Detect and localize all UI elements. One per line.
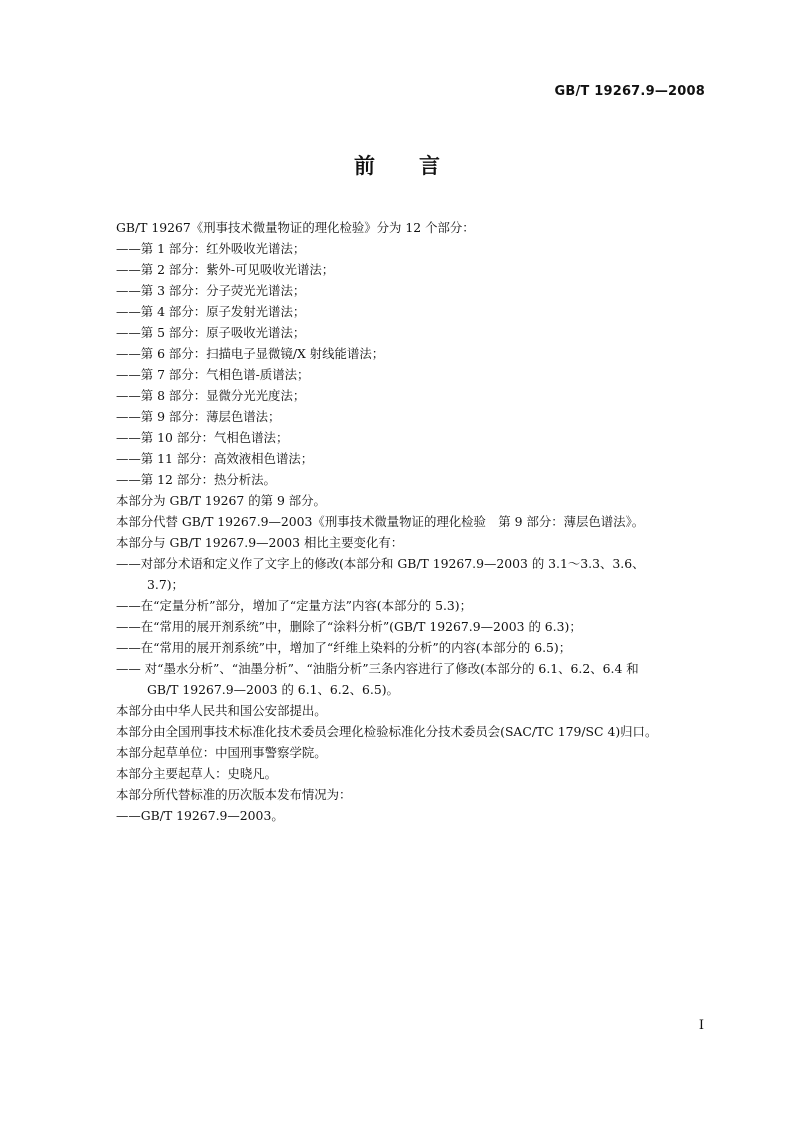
- change-item-1-continued: 3.7)；: [147, 577, 184, 592]
- part-list-item: ——第 10 部分：气相色谱法；: [116, 430, 289, 445]
- history-intro-paragraph: 本部分所代替标准的历次版本发布情况为：: [116, 787, 352, 802]
- proposed-by-paragraph: 本部分由中华人民共和国公安部提出。: [116, 703, 327, 718]
- part-list-item: ——第 7 部分：气相色谱-质谱法；: [116, 367, 310, 382]
- change-item-2: ——在“定量分析”部分，增加了“定量方法”内容(本部分的 5.3)；: [116, 598, 473, 613]
- drafter-paragraph: 本部分主要起草人：史晓凡。: [116, 766, 278, 781]
- part-list-item: ——第 4 部分：原子发射光谱法；: [116, 304, 306, 319]
- change-item-3: ——在“常用的展开剂系统”中，删除了“涂料分析”(GB/T 19267.9—2003 的 6.3)；: [116, 619, 582, 634]
- change-item-4: ——在“常用的展开剂系统”中，增加了“纤维上染料的分析”的内容(本部分的 6.5)；: [116, 640, 572, 655]
- part-list-item: ——第 9 部分：薄层色谱法；: [116, 409, 281, 424]
- document-body: [89, 217, 706, 826]
- change-item-1: ——对部分术语和定义作了文字上的修改(本部分和 GB/T 19267.9—2003 的 3.1～3.3、3.6、: [116, 556, 645, 571]
- part-list-item: ——第 8 部分：显微分光光度法；: [116, 388, 306, 403]
- part-list-item: ——第 6 部分：扫描电子显微镜/X 射线能谱法；: [116, 346, 385, 361]
- part-list-item: ——第 12 部分：热分析法。: [116, 472, 276, 487]
- part-list-item: ——第 5 部分：原子吸收光谱法；: [116, 325, 306, 340]
- change-item-5-continued: GB/T 19267.9—2003 的 6.1、6.2、6.5)。: [147, 682, 399, 697]
- changes-intro-paragraph: 本部分与 GB/T 19267.9—2003 相比主要变化有：: [116, 535, 404, 550]
- part-list-item: ——第 2 部分：紫外-可见吸收光谱法；: [116, 262, 335, 277]
- part-list-item: ——第 1 部分：红外吸收光谱法；: [116, 241, 306, 256]
- part-list-item: ——第 11 部分：高效液相色谱法；: [116, 451, 314, 466]
- standard-code: GB/T 19267.9—2008: [554, 84, 705, 99]
- managed-by-paragraph: 本部分由全国刑事技术标准化技术委员会理化检验标准化分技术委员会(SAC/TC 179/SC 4)归口。: [116, 724, 658, 739]
- part-list-item: ——第 3 部分：分子荧光光谱法；: [116, 283, 306, 298]
- this-part-paragraph: 本部分为 GB/T 19267 的第 9 部分。: [116, 493, 326, 508]
- replaces-paragraph: 本部分代替 GB/T 19267.9—2003《刑事技术微量物证的理化检验 第 9 部分：薄层色谱法》。: [116, 514, 645, 529]
- history-item: ——GB/T 19267.9—2003。: [116, 808, 284, 823]
- drafting-unit-paragraph: 本部分起草单位：中国刑事警察学院。: [116, 745, 327, 760]
- page-title: 前言: [354, 154, 484, 178]
- intro-paragraph: GB/T 19267《刑事技术微量物证的理化检验》分为 12 个部分：: [116, 220, 475, 235]
- page-number: I: [698, 1018, 704, 1033]
- change-item-5: —— 对“墨水分析”、“油墨分析”、“油脂分析”三条内容进行了修改(本部分的 6.1、6.2、6.4 和: [116, 661, 639, 676]
